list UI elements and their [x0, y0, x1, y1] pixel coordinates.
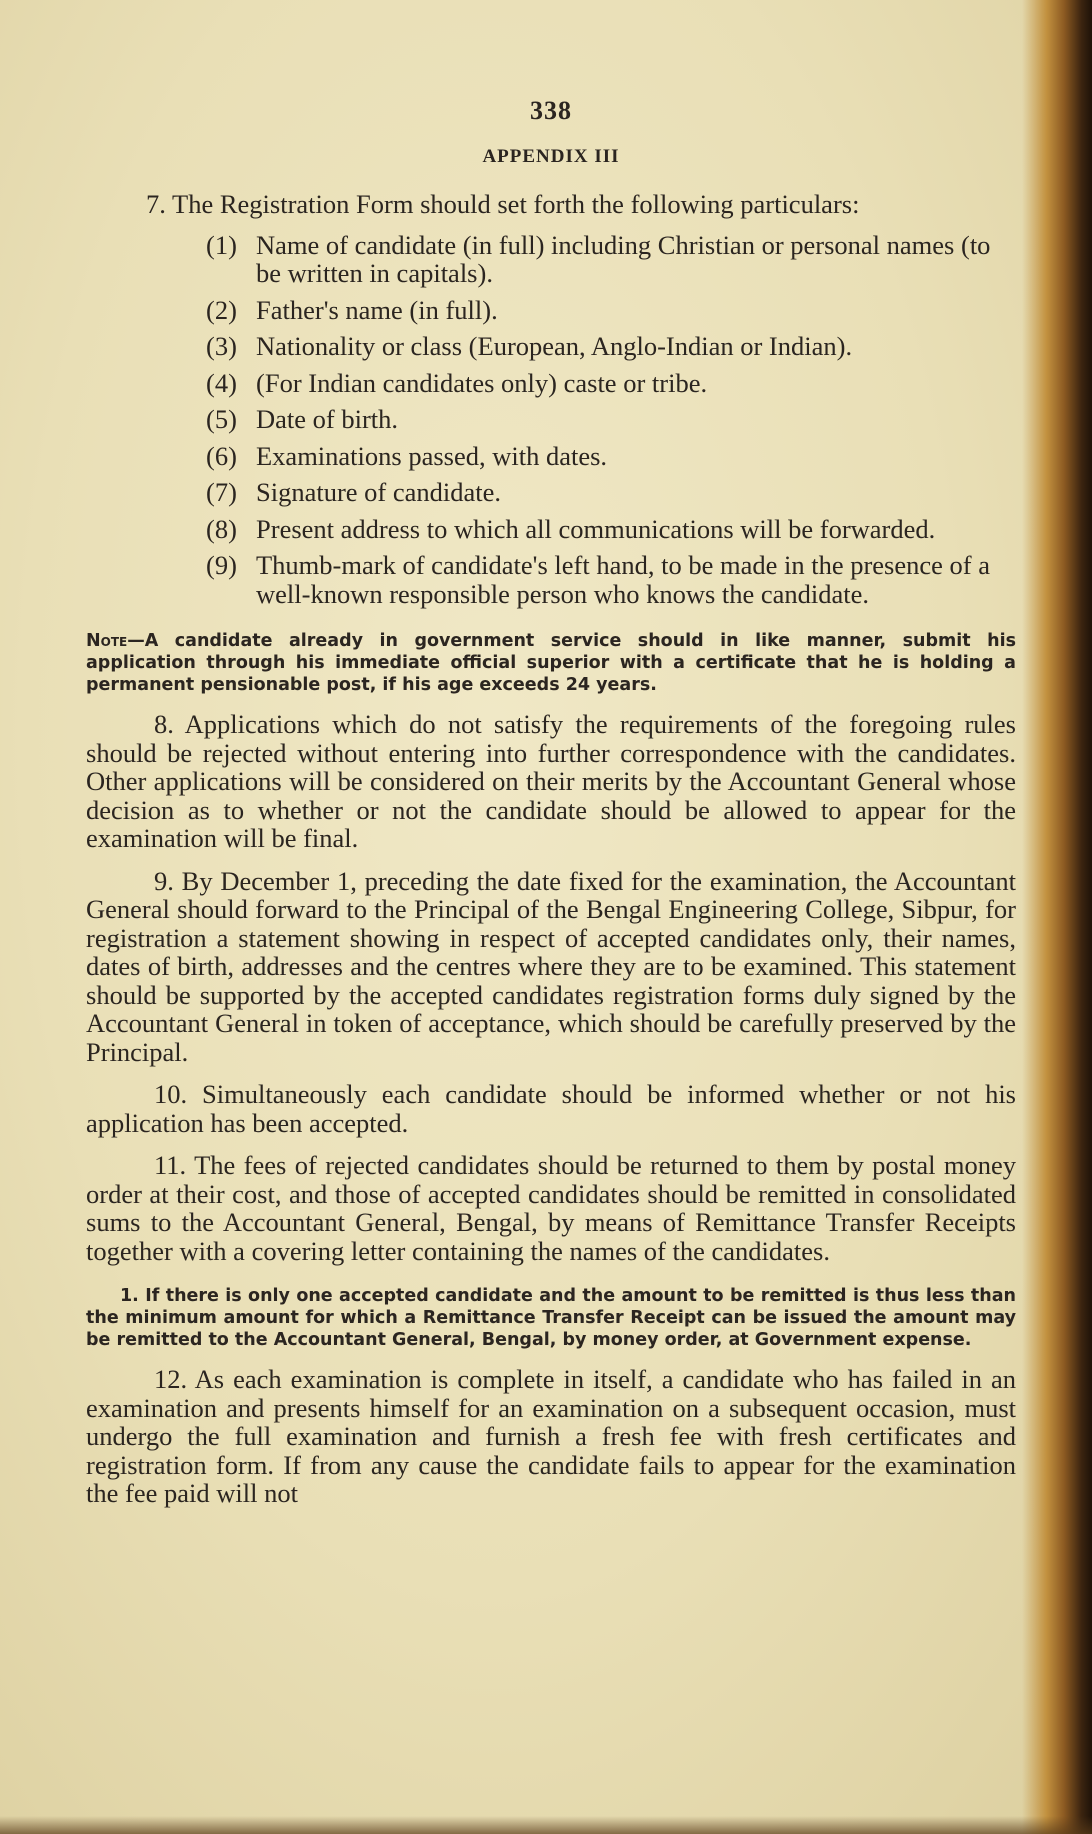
footnote-marker: 1. [120, 1286, 139, 1306]
section-10-number: 10. [154, 1079, 188, 1109]
note-label: Note [86, 631, 128, 651]
list-item-number: (8) [206, 513, 237, 544]
list-item [206, 478, 1016, 507]
section-7-number: 7. [146, 189, 166, 219]
section-10-paragraph [86, 1080, 1016, 1137]
section-10-text: Simultaneously each candidate should be informed whether or not his application has been accepted. [86, 1079, 1016, 1138]
list-item [206, 231, 1016, 288]
note-text: —A candidate already in government service should in like manner, submit his application through his immediate official superior with a certificate that he is holding a permanent pensionable post, if his age exceeds 24 years. [86, 631, 1016, 695]
running-head: APPENDIX III [482, 146, 620, 167]
list-item [206, 405, 1016, 434]
list-item-number: (9) [206, 550, 237, 580]
list-item [206, 515, 1016, 544]
section-9-paragraph [86, 867, 1016, 1067]
list-item [206, 369, 1016, 398]
section-9-number: 9. [154, 865, 174, 896]
section-7-text: The Registration Form should set forth the following particulars: [172, 189, 860, 219]
list-item-text: Father's name (in full). [256, 294, 498, 325]
list-item-number: (1) [206, 229, 237, 260]
section-8-number: 8. [154, 709, 174, 739]
section-11-number: 11. [154, 1150, 187, 1180]
section-8-text: Applications which do not satisfy the requirements of the foregoing rules should be rejected without entering into further correspondence with the candidates. Other applications will be considered on their merits by the Accountant General whose decision as to whether or not the candidate should be allowed to appear for the examination will be final. [86, 709, 1016, 853]
list-item-text: Nationality or class (European, Anglo-Indian or Indian). [256, 331, 853, 361]
list-item [206, 296, 1016, 325]
section-11-text: The fees of rejected candidates should be returned to them by postal money order at their cost, and those of accepted candidates should be remitted in consolidated sums to the Accountant General, Bengal, by means of Remittance Transfer Receipts together with a covering letter containing the names of the candidates. [86, 1150, 1016, 1266]
list-item-number: (6) [206, 440, 237, 471]
section-7-heading [146, 190, 1016, 219]
page-number: 338 [530, 96, 572, 125]
list-item-number: (3) [206, 331, 237, 361]
note [86, 630, 1016, 696]
list-item [206, 442, 1016, 471]
section-8-paragraph [86, 710, 1016, 853]
list-item-text: Examinations passed, with dates. [256, 440, 608, 471]
list-item [206, 332, 1016, 361]
list-item-text: (For Indian candidates only) caste or tribe. [256, 367, 708, 398]
page-text [86, 96, 1016, 1508]
list-item-number: (7) [206, 477, 237, 507]
section-12-number: 12. [154, 1364, 188, 1394]
list-item-text: Present address to which all communications will be forwarded. [256, 513, 936, 544]
book-spine-shadow [1022, 0, 1092, 1834]
registration-particulars-list [86, 231, 1016, 609]
list-item-number: (4) [206, 367, 237, 398]
page-bottom-edge [0, 1816, 1092, 1834]
footnote-text: If there is only one accepted candidate and the amount to be remitted is thus less than the minimum amount for which a Remittance Transfer Receipt can be issued the amount may be remitted to the Accountant General, Bengal, by money order, at Government expense. [86, 1286, 1016, 1350]
list-item-number: (5) [206, 404, 237, 434]
list-item-text: Name of candidate (in full) including Christian or personal names (to be written in capitals). [256, 229, 991, 288]
section-12-paragraph [86, 1365, 1016, 1508]
list-item-text: Date of birth. [256, 404, 399, 434]
section-12-text: As each examination is complete in itself, a candidate who has failed in an examination and presents himself for an examination on a subsequent occasion, must undergo the full examination and furnish a fresh fee with fresh certificates and registration form. If from any cause the candidate fails to appear for the examination the fee paid will not [86, 1364, 1016, 1508]
list-item-text: Thumb-mark of candidate's left hand, to be made in the presence of a well-known responsible person who knows the candidate. [256, 550, 990, 609]
list-item-text: Signature of candidate. [256, 477, 502, 507]
list-item-number: (2) [206, 294, 237, 325]
footnote [86, 1285, 1016, 1351]
list-item [206, 551, 1016, 608]
section-11-paragraph [86, 1151, 1016, 1265]
section-9-text: By December 1, preceding the date fixed for the examination, the Accountant General should forward to the Principal of the Bengal Engineering College, Sibpur, for registration a statement showing in respect of accepted candidates only, their names, dates of birth, addresses and the centres where they are to be examined. This statement should be supported by the accepted candidates registration forms duly signed by the Accountant General in token of acceptance, which should be carefully preserved by the Principal. [86, 865, 1016, 1067]
